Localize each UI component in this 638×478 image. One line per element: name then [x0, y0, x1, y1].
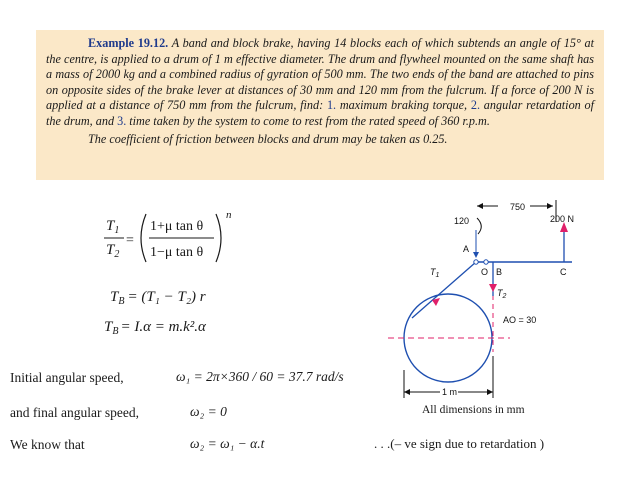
pin-a: [474, 260, 478, 264]
braking-torque-equation: $T_B = (T_1 - T_2)$ r: [110, 289, 206, 307]
ratio-T1: $T_1$: [106, 218, 120, 236]
item-2-number: 2.: [470, 98, 481, 113]
dim-120-label: 120: [454, 216, 470, 226]
t2-arrow: [489, 284, 497, 292]
dim-750-right-arrow: [547, 203, 553, 209]
retardation-note: . . .(– ve sign due to retardation ): [374, 436, 545, 451]
equals-sign: =: [126, 233, 134, 248]
label-o: O: [481, 267, 489, 277]
item-2-text: angular retardation of the drum, and: [46, 98, 595, 128]
we-know-label: We know that: [10, 437, 85, 452]
ratio-denominator: 1−μ tan θ: [150, 245, 204, 260]
torque-inertia-equation: $T_B = I.\alpha = m.k^2.\alpha$: [104, 319, 206, 337]
item-1-number: 1.: [326, 98, 337, 113]
dim-1m-left-arrow: [404, 389, 410, 395]
dim-750-label: 750: [510, 202, 526, 212]
ratio-numerator: 1+μ tan θ: [150, 219, 204, 234]
label-b: B: [496, 267, 503, 277]
dim-1m-label: 1 m: [442, 387, 458, 397]
item-3-number: 3.: [117, 113, 127, 128]
force-label: 200 N: [550, 214, 575, 224]
pin-a-arrow: [473, 252, 479, 258]
exponent-n: n: [226, 209, 232, 221]
initial-speed-equation: ω₁ = 2π×360 / 60 = 37.7 rad/s: [176, 369, 344, 384]
label-c: C: [560, 267, 567, 277]
initial-speed-label: Initial angular speed,: [10, 370, 124, 385]
example-title: Example 19.12.: [88, 36, 169, 50]
ratio-T2: $T_2$: [106, 242, 120, 260]
item-1-text: maximum braking torque,: [339, 98, 468, 113]
fulcrum-o: [484, 260, 488, 264]
dim-750-left-arrow: [477, 203, 483, 209]
label-a: A: [463, 244, 470, 254]
label-t1: $T_1$: [430, 267, 440, 279]
retardation-equation: ω₂ = ω₁ − α.t: [190, 436, 265, 451]
final-speed-label: and final angular speed,: [10, 405, 139, 420]
problem-text: A band and block brake, having 14 blocks each of which subtends an angle of 15° at the centre, is applied to a drum of 1 m effective diameter. The drum and flywheel mounted on the same shaft has a mass of 2000 kg and a combined radius of gyration of 500 mm. The two ends of the band are attached to pins on opposite sides of the brake lever at distances of 30 mm and 120 mm from the fulcrum. If a force of 200 N is applied at a distance of 750 mm from the fulcrum, find:: [46, 36, 594, 113]
diagram-caption: All dimensions in mm: [422, 404, 525, 416]
item-3-text: time taken by the system to come to rest from the rated speed of 360 r.p.m.: [129, 113, 490, 128]
dim-120-arc: [477, 218, 481, 234]
label-t2: $T_2$: [497, 288, 507, 300]
dim-1m-right-arrow: [487, 389, 493, 395]
friction-statement: The coefficient of friction between blocks and drum may be taken as 0.25.: [88, 131, 448, 146]
label-ao: AO = 30: [503, 315, 537, 325]
band-tight-side: [412, 262, 476, 318]
final-speed-equation: ω₂ = 0: [190, 404, 227, 419]
